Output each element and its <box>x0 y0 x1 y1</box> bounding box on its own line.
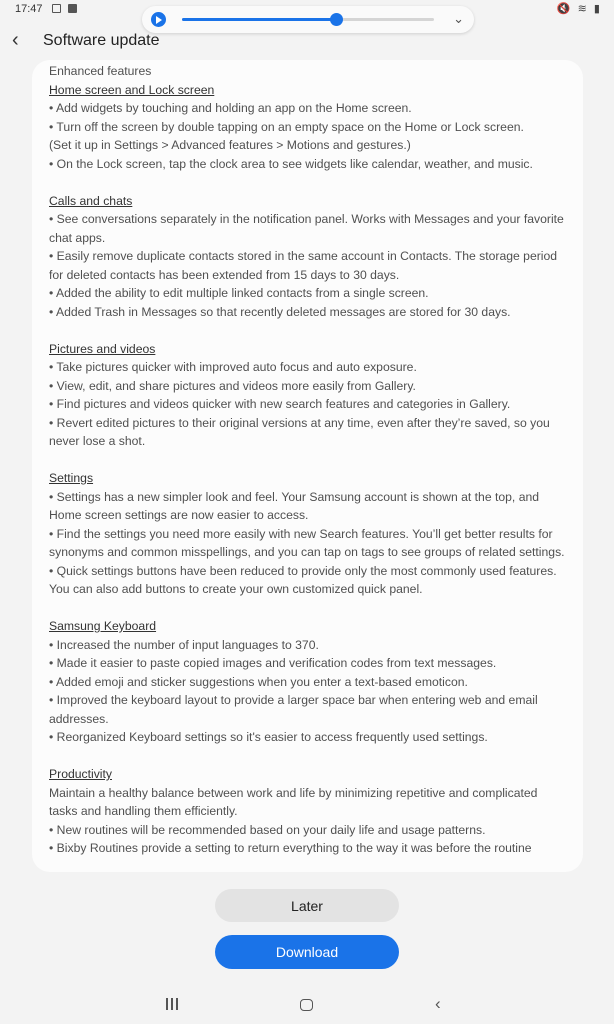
play-icon[interactable] <box>151 12 166 27</box>
section-gap <box>49 321 569 340</box>
seek-thumb[interactable] <box>330 13 343 26</box>
section-gap <box>49 173 569 192</box>
note-line: • Add widgets by touching and holding an app on the Home screen. <box>49 101 412 115</box>
note-line: • Made it easier to paste copied images and verification codes from text messages. <box>49 656 497 670</box>
release-notes-card[interactable] <box>32 60 583 872</box>
note-line: Maintain a healthy balance between work and life by minimizing repetitive and complicated tasks and handling them efficiently. <box>49 785 538 818</box>
section-title: Pictures and videos <box>49 341 156 356</box>
note-line: • Find pictures and videos quicker with new search features and categories in Gallery. <box>49 397 511 411</box>
note-line: • On the Lock screen, tap the clock area to see widgets like calendar, weather, and music. <box>49 156 533 171</box>
navigation-bar <box>0 990 614 1024</box>
note-line: • View, edit, and share pictures and videos more easily from Gallery. <box>49 378 416 393</box>
app-header <box>0 28 614 54</box>
note-line: • See conversations separately in the notification panel. Works with Messages and your favorite chat apps. <box>49 212 564 245</box>
note-line: • Added emoji and sticker suggestions when you enter a text-based emoticon. <box>49 674 468 689</box>
note-line: • New routines will be recommended based on your daily life and usage patterns. <box>49 822 486 837</box>
back-nav-icon[interactable]: ‹ <box>435 994 441 1013</box>
section-title: Samsung Keyboard <box>49 619 157 633</box>
chevron-down-icon[interactable]: ⌄ <box>453 11 464 26</box>
note-line: • Added the ability to edit multiple linked contacts from a single screen. <box>49 286 429 300</box>
seek-progress <box>182 18 336 21</box>
note-line: • Turn off the screen by double tapping on an empty space on the Home or Lock screen. <box>49 119 524 134</box>
note-line: • Bixby Routines provide a setting to return everything to the way it was before the routine <box>49 841 532 855</box>
check-notification-icon <box>68 4 77 13</box>
section-title: Productivity <box>49 767 112 781</box>
section-heading: Enhanced features <box>49 64 152 78</box>
section-title: Calls and chats <box>49 193 133 208</box>
note-line: • Revert edited pictures to their original versions at any time, even after they’re saved, so you never lose a shot. <box>49 415 550 448</box>
release-notes-text <box>49 62 569 858</box>
section-title: Home screen and Lock screen <box>49 82 215 97</box>
note-line: • Take pictures quicker with improved auto focus and auto exposure. <box>49 360 417 374</box>
home-icon[interactable] <box>300 999 313 1011</box>
note-line: • Reorganized Keyboard settings so it's easier to access frequently used settings. <box>49 730 488 744</box>
note-line: • Increased the number of input languages to 370. <box>49 637 319 652</box>
later-button[interactable]: Later <box>215 889 399 922</box>
download-button[interactable]: Download <box>215 935 399 969</box>
section-gap <box>49 747 569 766</box>
note-line: • Find the settings you need more easily with new Search features. You’ll get better results for synonyms and common misspellings, and you can tap on tags to see groups of related settings. <box>49 526 565 559</box>
seek-bar[interactable] <box>182 18 434 21</box>
note-line: • Quick settings buttons have been reduced to provide only the most commonly used features. You can also add buttons to create your own customized quick panel. <box>49 563 557 596</box>
note-line: • Improved the keyboard layout to provide a larger space bar when entering web and email addresses. <box>49 693 538 726</box>
recent-apps-icon[interactable] <box>166 998 180 1010</box>
gallery-notification-icon <box>52 4 61 13</box>
note-line: • Easily remove duplicate contacts stored in the same account in Contacts. The storage period for deleted contacts has been extended from 15 days to 30 days. <box>49 249 558 282</box>
status-time: 17:47 <box>15 3 43 15</box>
note-line: • Settings has a new simpler look and feel. Your Samsung account is shown at the top, and Home screen settings are now easier to access. <box>49 489 540 522</box>
status-icons: 🔇 ≋ ▮ <box>556 3 602 15</box>
note-line: (Set it up in Settings > Advanced features > Motions and gestures.) <box>49 138 411 152</box>
section-gap <box>49 599 569 618</box>
note-line: • Added Trash in Messages so that recently deleted messages are stored for 30 days. <box>49 304 511 319</box>
section-title: Settings <box>49 471 94 485</box>
section-gap <box>49 451 569 470</box>
back-arrow-icon[interactable]: ‹ <box>12 29 19 51</box>
page-title: Software update <box>43 32 160 49</box>
